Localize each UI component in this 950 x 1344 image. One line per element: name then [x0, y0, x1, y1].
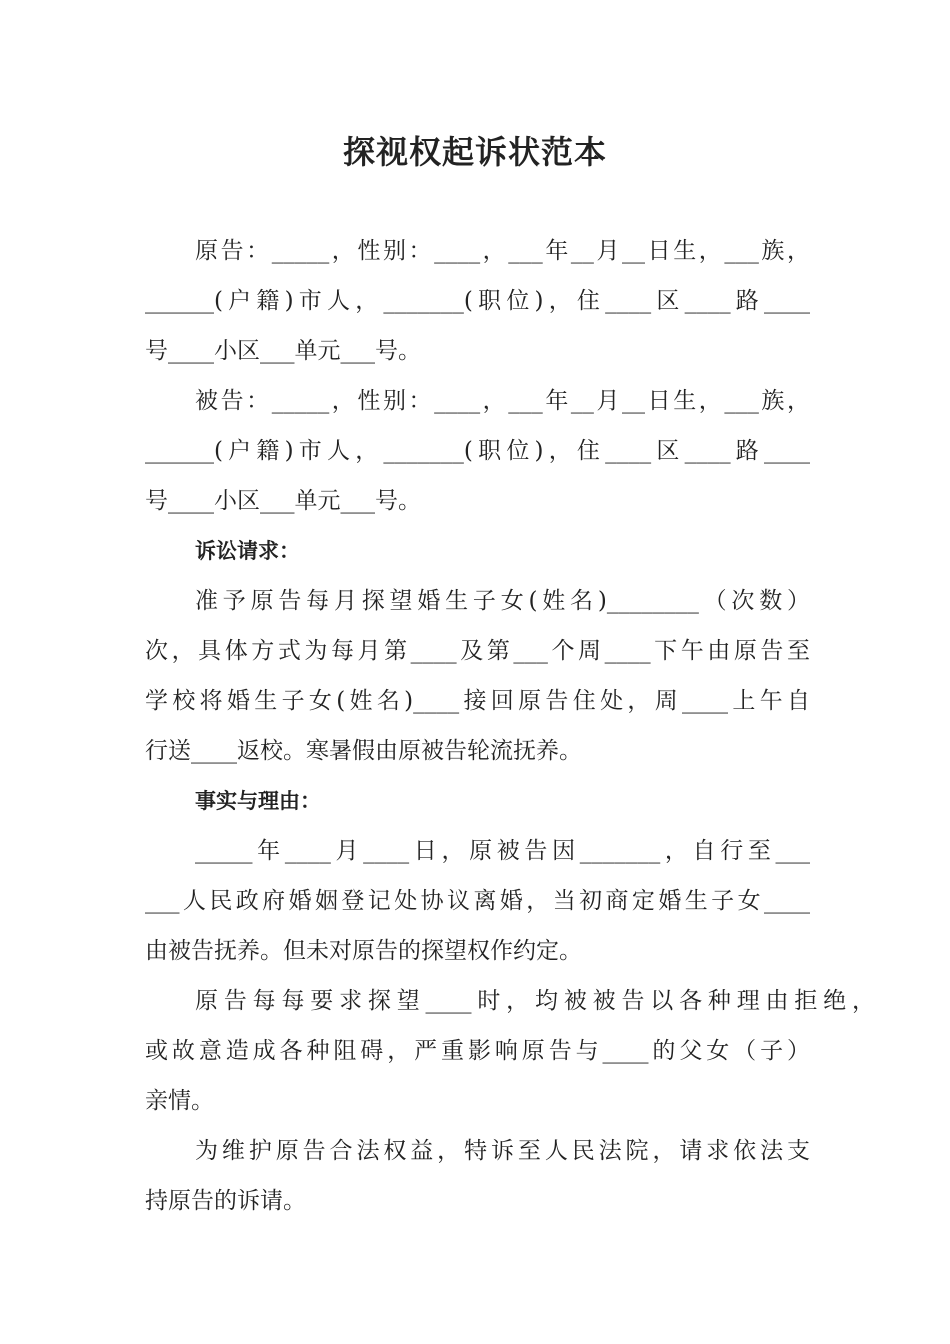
facts-line-4: 原告每每要求探望____时，均被被告以各种理由拒绝， [195, 988, 875, 1014]
document-title: 探视权起诉状范本 [342, 133, 607, 171]
defendant-line-3: 号____小区___单元___号。 [145, 488, 421, 514]
defendant-line-2: ______(户籍)市人，_______(职位)，住____区____路____ [145, 438, 810, 464]
claims-heading: 诉讼请求： [195, 539, 300, 563]
facts-line-6: 亲情。 [145, 1088, 214, 1114]
facts-line-5: 或故意造成各种阻碍，严重影响原告与____的父女（子） [145, 1038, 810, 1064]
plaintiff-line-3: 号____小区___单元___号。 [145, 338, 421, 364]
conclusion-line-2: 持原告的诉请。 [145, 1188, 306, 1214]
claims-line-4: 行送____返校。寒暑假由原被告轮流抚养。 [145, 738, 582, 764]
plaintiff-line-1: 原告：_____，性别：____，___年__月__日生，___族， [195, 238, 810, 264]
claims-line-1: 准予原告每月探望婚生子女(姓名)________（次数） [195, 588, 810, 614]
claims-line-2: 次，具体方式为每月第____及第___个周____下午由原告至 [145, 638, 810, 664]
conclusion-line-1: 为维护原告合法权益，特诉至人民法院，请求依法支 [195, 1138, 810, 1164]
facts-line-1: _____年____月____日，原被告因_______，自行至___ [195, 838, 810, 864]
plaintiff-line-2: ______(户籍)市人，_______(职位)，住____区____路____ [145, 288, 810, 314]
facts-heading: 事实与理由： [195, 789, 321, 813]
facts-line-2: ___人民政府婚姻登记处协议离婚，当初商定婚生子女____ [145, 888, 810, 914]
claims-line-3: 学校将婚生子女(姓名)____接回原告住处，周____上午自 [145, 688, 810, 714]
facts-line-3: 由被告抚养。但未对原告的探望权作约定。 [145, 938, 582, 964]
document-body [145, 226, 875, 1226]
defendant-line-1: 被告：_____，性别：____，___年__月__日生，___族， [195, 388, 810, 414]
